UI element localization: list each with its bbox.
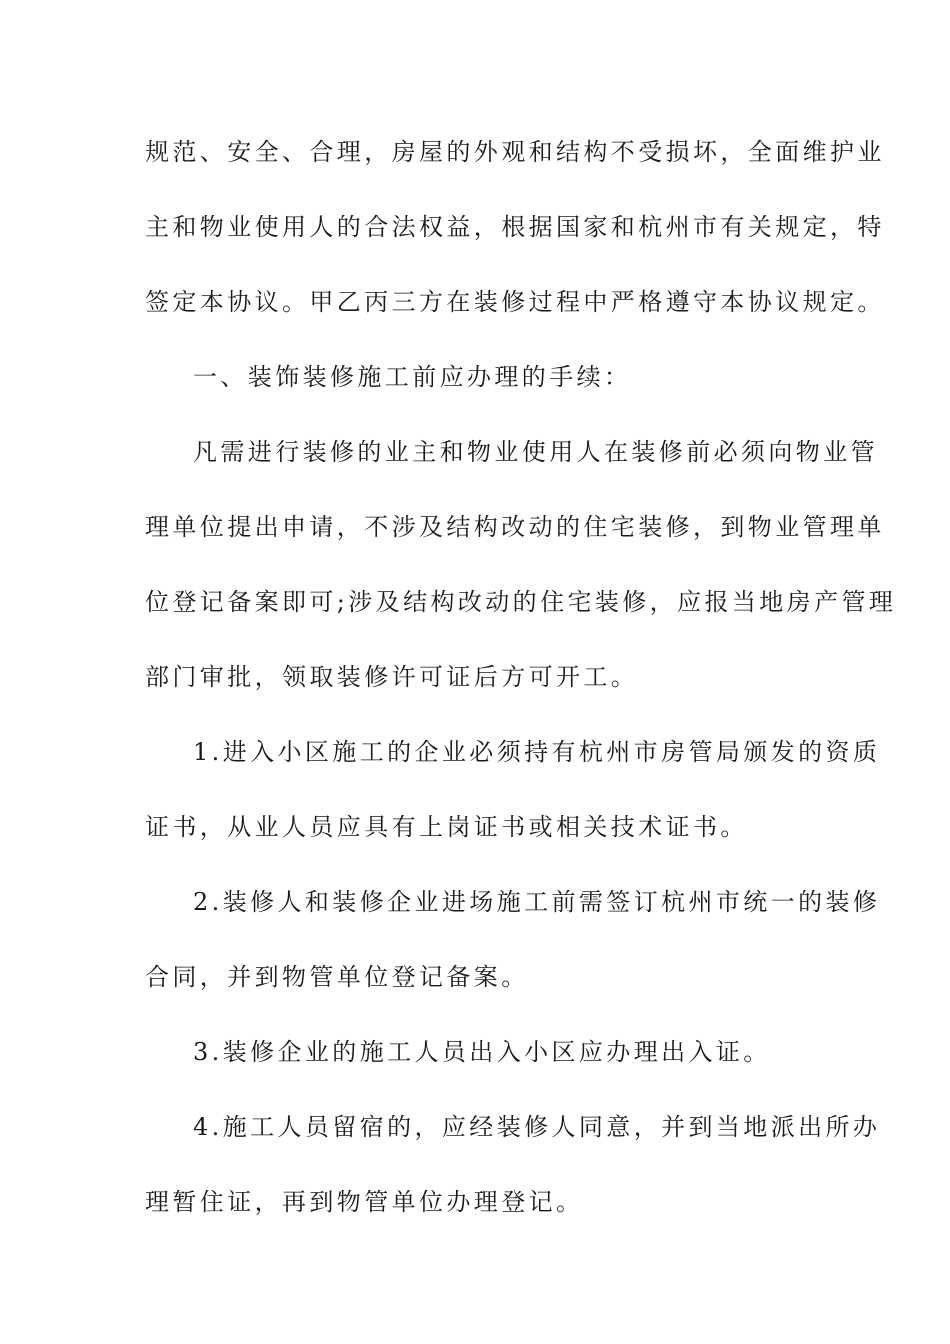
- text-line: 凡需进行装修的业主和物业使用人在装修前必须向物业管: [193, 438, 878, 466]
- text-line: 签定本协议。甲乙丙三方在装修过程中严格遵守本协议规定。: [145, 288, 885, 316]
- list-item: 2.装修人和装修企业进场施工前需签订杭州市统一的装修: [193, 888, 881, 916]
- text-line: 主和物业使用人的合法权益，根据国家和杭州市有关规定，特: [145, 213, 885, 241]
- text-line: 理暂住证，再到物管单位办理登记。: [145, 1188, 584, 1216]
- list-item: 3.装修企业的施工人员出入小区应办理出入证。: [193, 1038, 771, 1066]
- text-line: 理单位提出申请，不涉及结构改动的住宅装修，到物业管理单: [145, 513, 885, 541]
- list-item: 1.进入小区施工的企业必须持有杭州市房管局颁发的资质: [193, 738, 881, 766]
- text-line: 部门审批，领取装修许可证后方可开工。: [145, 663, 639, 691]
- text-line: 位登记备案即可;涉及结构改动的住宅装修，应报当地房产管理: [145, 588, 897, 616]
- text-line: 合同，并到物管单位登记备案。: [145, 963, 529, 991]
- list-item: 4.施工人员留宿的，应经装修人同意，并到当地派出所办: [193, 1113, 881, 1141]
- text-line: 规范、安全、合理，房屋的外观和结构不受损坏，全面维护业: [145, 138, 885, 166]
- section-heading: 一、装饰装修施工前应办理的手续：: [193, 363, 632, 391]
- text-line: 证书，从业人员应具有上岗证书或相关技术证书。: [145, 813, 748, 841]
